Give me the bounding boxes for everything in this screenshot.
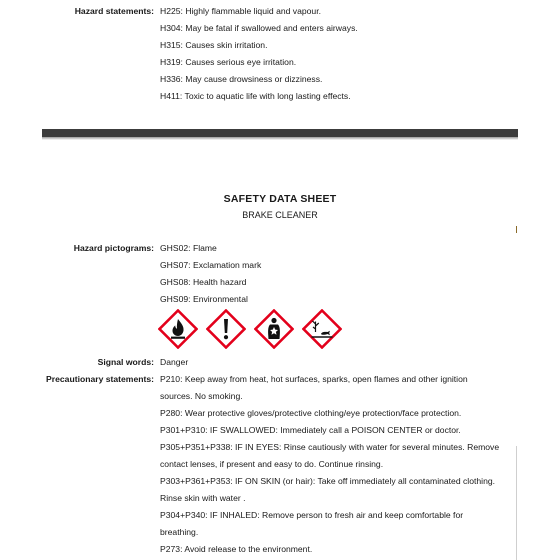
hazard-statement-line: H225: Highly flammable liquid and vapour.: [160, 6, 321, 16]
hazard-statement-line: H304: May be fatal if swallowed and enters airways.: [160, 23, 358, 33]
precautionary-line: sources. No smoking.: [160, 391, 243, 401]
pictogram-line: GHS07: Exclamation mark: [160, 260, 262, 270]
margin-mark: [516, 226, 517, 233]
flame-icon: [158, 309, 198, 349]
hazard-statements-label: Hazard statements:: [74, 6, 154, 16]
pictogram-line: GHS08: Health hazard: [160, 277, 247, 287]
hazard-pictograms-label: Hazard pictograms:: [73, 243, 154, 253]
precautionary-line: breathing.: [160, 527, 199, 537]
precautionary-line: P303+P361+P353: IF ON SKIN (or hair): Take off immediately all contaminated clothing.: [160, 476, 496, 486]
margin-rule: [516, 446, 517, 560]
pictogram-line: GHS02: Flame: [160, 243, 217, 253]
page-title: SAFETY DATA SHEET: [223, 193, 337, 205]
precautionary-statements-label: Precautionary statements:: [46, 374, 154, 384]
hazard-statement-line: H411: Toxic to aquatic life with long lasting effects.: [160, 91, 351, 101]
precautionary-line: contact lenses, if present and easy to do. Continue rinsing.: [160, 459, 384, 469]
hazard-statement-line: H319: Causes serious eye irritation.: [160, 57, 297, 67]
page-divider: [42, 129, 518, 137]
precautionary-line: Rinse skin with water .: [160, 493, 246, 503]
hazard-statement-line: H315: Causes skin irritation.: [160, 40, 268, 50]
page-divider-shadow: [42, 137, 518, 140]
exclamation-mark-icon: [206, 309, 246, 349]
health-hazard-icon: [254, 309, 294, 349]
precautionary-line: P280: Wear protective gloves/protective clothing/eye protection/face protection.: [160, 408, 462, 418]
signal-words-label: Signal words:: [97, 357, 154, 367]
precautionary-line: P305+P351+P338: IF IN EYES: Rinse cautiously with water for several minutes. Remove: [160, 442, 500, 452]
precautionary-line: P210: Keep away from heat, hot surfaces, sparks, open flames and other ignition: [160, 374, 468, 384]
signal-word-value: Danger: [160, 357, 189, 367]
precautionary-line: P273: Avoid release to the environment.: [160, 544, 313, 554]
precautionary-line: P301+P310: IF SWALLOWED: Immediately call a POISON CENTER or doctor.: [160, 425, 461, 435]
product-name: BRAKE CLEANER: [242, 210, 318, 220]
precautionary-line: P304+P340: IF INHALED: Remove person to fresh air and keep comfortable for: [160, 510, 464, 520]
hazard-statement-line: H336: May cause drowsiness or dizziness.: [160, 74, 323, 84]
pictogram-line: GHS09: Environmental: [160, 294, 248, 304]
environment-icon: [302, 309, 342, 349]
